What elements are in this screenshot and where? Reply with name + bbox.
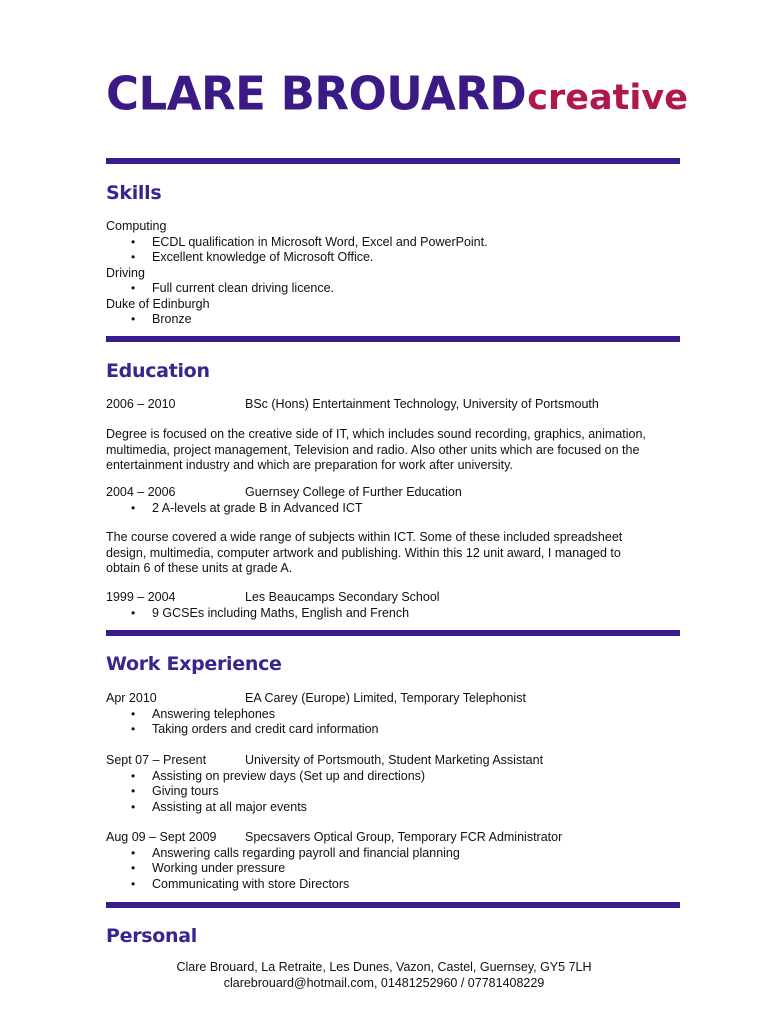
candidate-name: CLARE BROUARD (106, 66, 527, 121)
section-title-education: Education (106, 360, 210, 382)
entry-date: 2004 – 2006 (106, 485, 176, 499)
entry-bullet: • Communicating with store Directors (106, 877, 686, 893)
education-entry (106, 590, 686, 621)
entry-heading: Guernsey College of Further Education (245, 485, 462, 499)
contact-address: Clare Brouard, La Retraite, Les Dunes, Vazon, Castel, Guernsey, GY5 7LH (176, 960, 592, 974)
entry-date: Sept 07 – Present (106, 753, 207, 767)
divider-rule (106, 902, 680, 908)
skill-item: • Excellent knowledge of Microsoft Office. (106, 250, 686, 266)
entry-bullet: • Giving tours (106, 784, 686, 800)
skill-item: • Bronze (106, 312, 686, 328)
section-title-personal: Personal (106, 925, 198, 947)
contact-details: clarebrouard@hotmail.com, 01481252960 / 07781408229 (223, 976, 545, 990)
entry-heading: Les Beaucamps Secondary School (245, 590, 440, 604)
skill-group-label: Driving (106, 265, 145, 280)
entry-bullet: • Working under pressure (106, 861, 686, 877)
entry-heading: University of Portsmouth, Student Marketing Assistant (245, 753, 544, 767)
entry-bullet: • Assisting at all major events (106, 800, 686, 816)
entry-date: 2006 – 2010 (106, 397, 176, 411)
entry-bullet: • Assisting on preview days (Set up and directions) (106, 769, 686, 785)
entry-bullet: • Answering calls regarding payroll and financial planning (106, 846, 686, 862)
section-title-skills: Skills (106, 182, 162, 204)
entry-date: 1999 – 2004 (106, 590, 176, 604)
section-title-work: Work Experience (106, 653, 282, 675)
cv-header (106, 66, 706, 146)
skills-section (106, 219, 686, 328)
entry-heading: BSc (Hons) Entertainment Technology, University of Portsmouth (245, 397, 599, 411)
work-entry (106, 830, 686, 892)
entry-heading: Specsavers Optical Group, Temporary FCR Administrator (245, 830, 563, 844)
entry-description: Degree is focused on the creative side of IT, which includes sound recording, graphics, animation, multimedia, project management, Television and radio. Also other units which are focused on the entertainment industry and which are preparation for work after university. (106, 427, 646, 472)
divider-rule (106, 158, 680, 164)
entry-description: The course covered a wide range of subjects within ICT. Some of these included spreadsheet design, multimedia, computer artwork and publishing. Within this 12 unit award, I managed to obtain 6 of these units at grade A. (106, 530, 623, 575)
entry-bullet: • Answering telephones (106, 707, 686, 723)
entry-date: Apr 2010 (106, 691, 157, 705)
entry-bullet: • Taking orders and credit card information (106, 722, 686, 738)
skill-item: • ECDL qualification in Microsoft Word, Excel and PowerPoint. (106, 235, 686, 251)
entry-heading: EA Carey (Europe) Limited, Temporary Telephonist (245, 691, 526, 705)
skill-item: • Full current clean driving licence. (106, 281, 686, 297)
entry-bullet: • 2 A-levels at grade B in Advanced ICT (106, 501, 686, 517)
work-entry (106, 753, 686, 815)
divider-rule (106, 630, 680, 636)
entry-bullet: • 9 GCSEs including Maths, English and French (106, 606, 686, 622)
education-entry (106, 485, 686, 516)
skill-group-label: Duke of Edinburgh (106, 296, 210, 311)
skill-group-label: Computing (106, 219, 167, 233)
divider-rule (106, 336, 680, 342)
work-entry (106, 691, 686, 738)
education-entry (106, 397, 686, 413)
entry-date: Aug 09 – Sept 2009 (106, 830, 217, 844)
candidate-tagline: creative (527, 78, 688, 118)
